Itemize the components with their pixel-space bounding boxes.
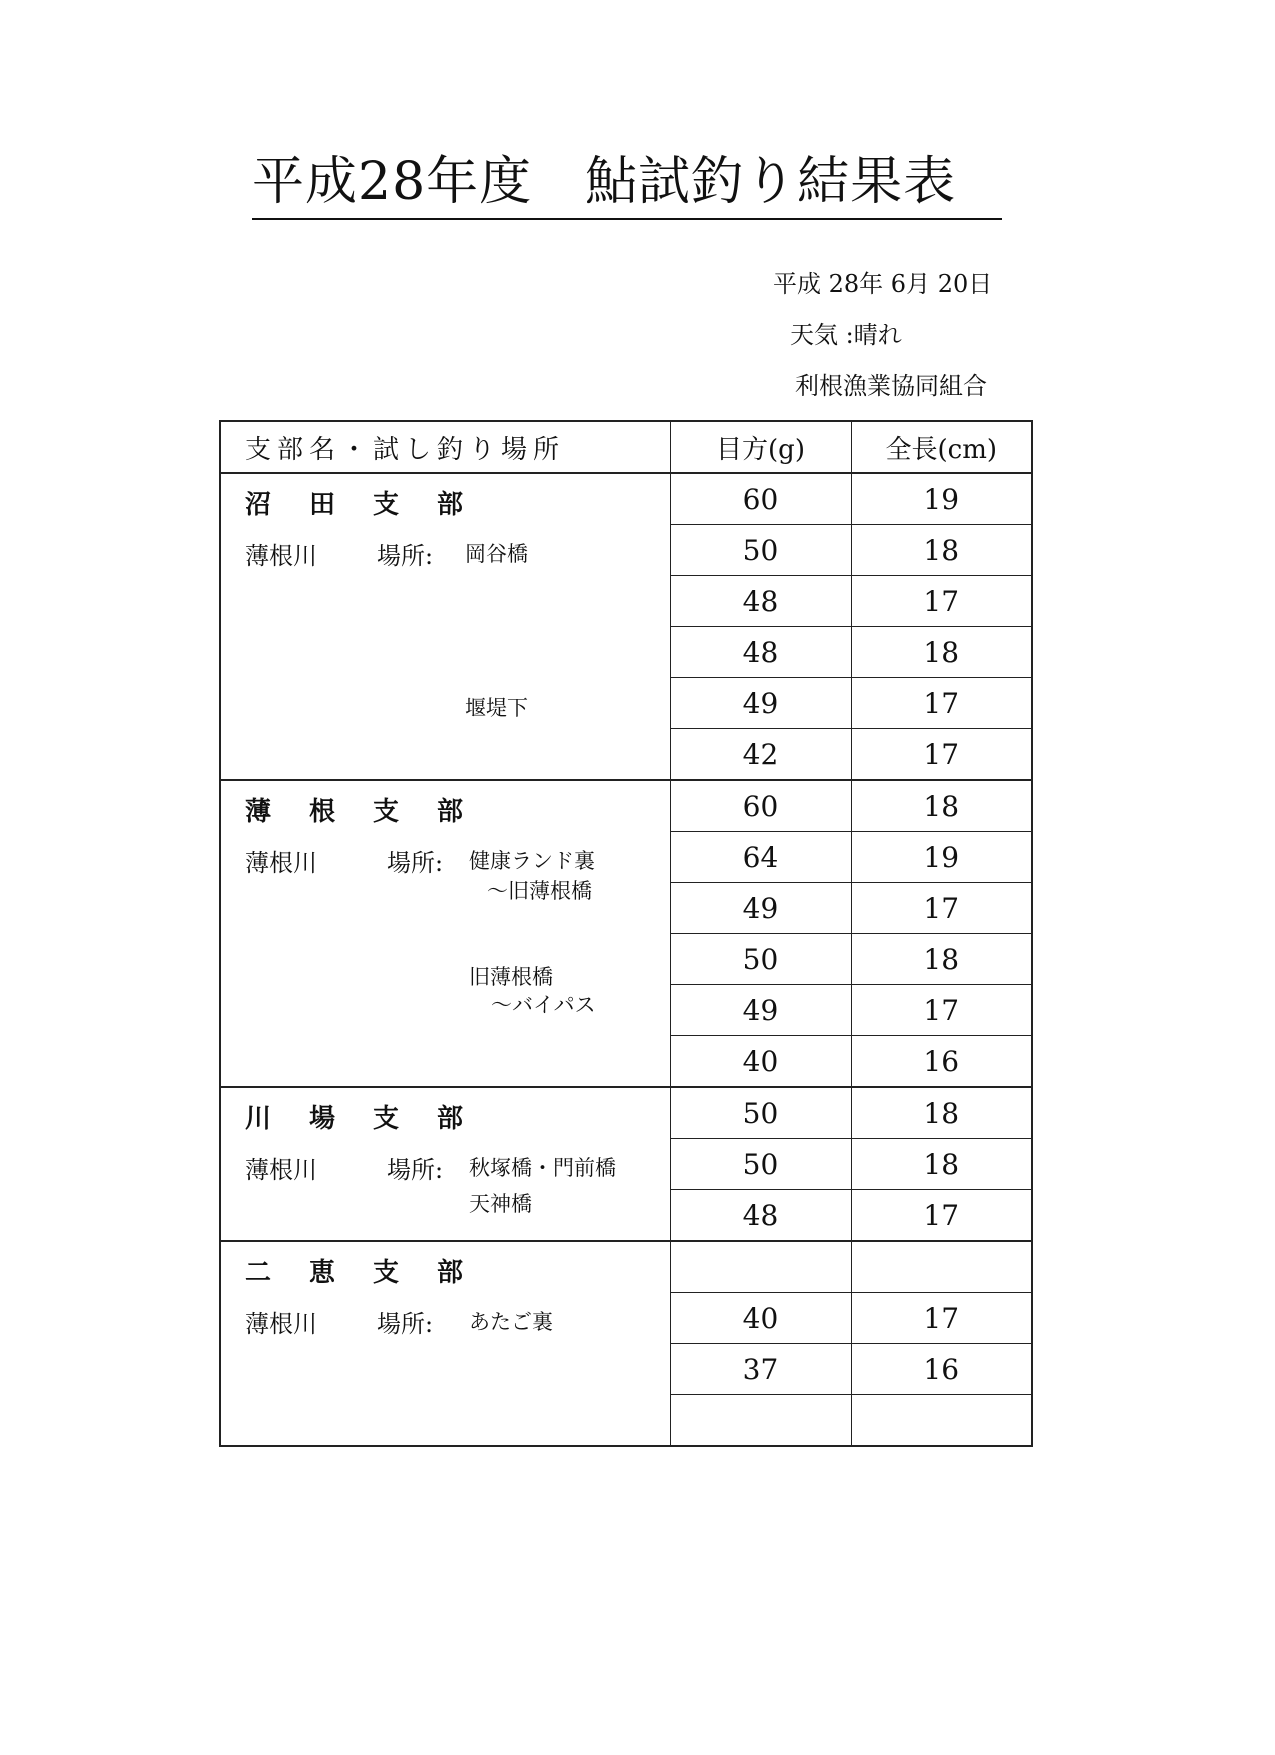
- table-row: [220, 473, 1032, 525]
- location-name: 岡谷橋: [465, 542, 528, 566]
- date-line: 平成 28年 6月 20日: [773, 270, 993, 298]
- branch-name: 薄 根 支 部: [245, 797, 464, 827]
- weight-cell: 49: [670, 678, 851, 729]
- weight-cell: 50: [670, 934, 851, 985]
- location-name: 旧薄根橋: [469, 965, 553, 989]
- length-cell: 17: [851, 985, 1032, 1036]
- weight-cell: 50: [670, 1139, 851, 1190]
- length-cell: 17: [851, 576, 1032, 627]
- place-label: 場所:: [387, 849, 444, 877]
- weight-cell: 60: [670, 473, 851, 525]
- branch-name: 沼 田 支 部: [245, 490, 464, 520]
- weight-cell: 50: [670, 1087, 851, 1139]
- length-cell: 17: [851, 729, 1032, 781]
- river-name: 薄根川: [245, 1156, 317, 1184]
- location-name: 堰堤下: [465, 696, 528, 720]
- header-location: 支部名・試し釣り場所: [220, 421, 670, 473]
- weight-cell: 48: [670, 576, 851, 627]
- header-weight: 目方(g): [670, 421, 851, 473]
- river-name: 薄根川: [245, 849, 317, 877]
- location-name: ～旧薄根橋: [487, 879, 592, 903]
- length-cell: 18: [851, 1139, 1032, 1190]
- group-nie: [220, 1241, 1032, 1446]
- weight-cell: 40: [670, 1293, 851, 1344]
- river-name: 薄根川: [245, 542, 317, 570]
- header-row: [220, 421, 1032, 473]
- weight-cell: 64: [670, 832, 851, 883]
- length-cell: 19: [851, 473, 1032, 525]
- branch-name: 川 場 支 部: [245, 1104, 464, 1134]
- length-cell: 17: [851, 1190, 1032, 1242]
- length-cell: 17: [851, 678, 1032, 729]
- location-name: 秋塚橋・門前橋: [469, 1156, 616, 1180]
- page-title: 平成28年度 鮎試釣り結果表: [252, 150, 1002, 220]
- weight-cell: [670, 1241, 851, 1293]
- weight-cell: 48: [670, 1190, 851, 1242]
- location-name: 健康ランド裏: [469, 849, 595, 873]
- weight-cell: 50: [670, 525, 851, 576]
- group-numata: [220, 473, 1032, 780]
- branch-name: 二 恵 支 部: [245, 1258, 464, 1288]
- weight-cell: 60: [670, 780, 851, 832]
- length-cell: 17: [851, 883, 1032, 934]
- table-row: [220, 780, 1032, 832]
- table-row: [220, 1241, 1032, 1293]
- weight-cell: 42: [670, 729, 851, 781]
- length-cell: [851, 1395, 1032, 1447]
- group-label-cell: [220, 1087, 670, 1241]
- weather-line: 天気 :晴れ: [790, 321, 902, 349]
- group-usune: [220, 780, 1032, 1087]
- length-cell: 18: [851, 627, 1032, 678]
- organization-name: 利根漁業協同組合: [795, 372, 987, 400]
- length-cell: 19: [851, 832, 1032, 883]
- group-kawaba: [220, 1087, 1032, 1241]
- length-cell: 18: [851, 780, 1032, 832]
- group-label-cell: [220, 473, 670, 780]
- length-cell: 16: [851, 1344, 1032, 1395]
- length-cell: 16: [851, 1036, 1032, 1088]
- group-label-cell: [220, 1241, 670, 1446]
- length-cell: 17: [851, 1293, 1032, 1344]
- weight-cell: 37: [670, 1344, 851, 1395]
- group-label-cell: [220, 780, 670, 1087]
- length-cell: [851, 1241, 1032, 1293]
- weight-cell: 49: [670, 883, 851, 934]
- location-name: ～バイパス: [491, 993, 596, 1017]
- weight-cell: 40: [670, 1036, 851, 1088]
- place-label: 場所:: [377, 1310, 434, 1338]
- length-cell: 18: [851, 934, 1032, 985]
- weight-cell: 48: [670, 627, 851, 678]
- header-length: 全長(cm): [851, 421, 1032, 473]
- location-name: あたご裏: [469, 1310, 553, 1334]
- length-cell: 18: [851, 525, 1032, 576]
- place-label: 場所:: [387, 1156, 444, 1184]
- location-name: 天神橋: [469, 1192, 532, 1216]
- results-table: [219, 420, 1033, 1447]
- place-label: 場所:: [377, 542, 434, 570]
- table-row: [220, 1087, 1032, 1139]
- river-name: 薄根川: [245, 1310, 317, 1338]
- weight-cell: [670, 1395, 851, 1447]
- weight-cell: 49: [670, 985, 851, 1036]
- length-cell: 18: [851, 1087, 1032, 1139]
